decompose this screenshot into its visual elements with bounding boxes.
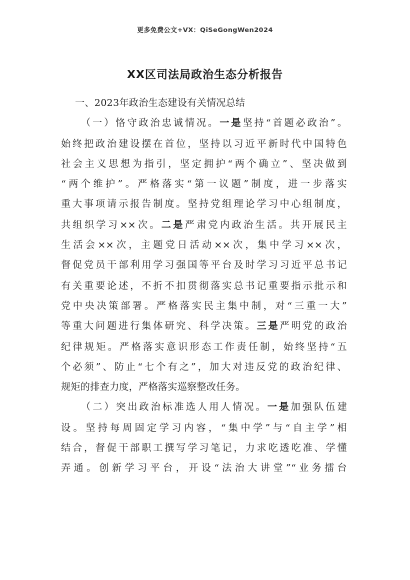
header-watermark-note: 更多免费公文+VX：QiSeGongWen2024 — [137, 26, 273, 34]
line-text: 等重大问题进行集体研究、科学决策。 — [61, 321, 257, 333]
paragraph-line — [61, 256, 347, 276]
line-text-rest: 严肃党内政治生活。共开展民主 — [184, 219, 347, 231]
line-text: 督促党员干部利用学习强国等平台及时学习习近平总书记 — [61, 260, 347, 272]
paragraph-line — [61, 419, 347, 439]
paragraph-political-loyalty — [61, 114, 347, 398]
paragraph-line — [61, 155, 347, 175]
paragraph-line — [61, 398, 347, 418]
document-body — [61, 94, 347, 480]
bold-marker: 一是 — [267, 402, 291, 414]
paragraph-line — [61, 297, 347, 317]
line-text: 共组织学习××次。 — [61, 219, 162, 231]
line-text-rest: 加强队伍建 — [290, 402, 348, 414]
line-text: 有关重要论述，不折不扣贯彻落实总书记重要指示批示和 — [61, 280, 347, 292]
paragraph-line — [61, 378, 347, 398]
line-text: 纪律规矩。严格落实意识形态工作责任制，始终坚持“五 — [61, 341, 347, 353]
line-text: 设。坚持每周固定学习内容，“集中学”与“自主学”相 — [61, 422, 347, 434]
bold-marker: 一是 — [219, 118, 243, 130]
line-text: “两个维护”。严格落实“第一议题”制度，进一步落实 — [61, 179, 347, 191]
line-text: 规矩的排查力度，严格落实巡察整改任务。 — [61, 382, 246, 394]
line-text: 弄通。创新学习平台，开设“法治大讲堂”“业务擂台 — [61, 463, 347, 475]
section-heading: 一、2023年政治生态建设有关情况总结 — [75, 98, 246, 109]
line-text: 始终把政治建设摆在首位，坚持以习近平新时代中国特色 — [61, 138, 347, 150]
paragraph-line — [61, 175, 347, 195]
line-text: 生活会××次，主题党日活动××次，集中学习××次， — [61, 240, 347, 252]
line-text: （二）突出政治标准选人用人情况。 — [81, 402, 268, 414]
paragraph-line — [61, 277, 347, 297]
paragraph-line — [61, 459, 347, 479]
paragraph-line — [61, 317, 347, 337]
bold-marker: 三是 — [256, 321, 280, 333]
paragraph-line — [61, 338, 347, 358]
document-title: XX区司法局政治生态分析报告 — [127, 68, 283, 81]
paragraph-line — [61, 439, 347, 459]
paragraph-line — [61, 195, 347, 215]
line-text: （一）恪守政治忠诚情况。 — [81, 118, 220, 130]
paragraph-personnel-selection — [61, 398, 347, 479]
line-text: 结合，督促干部职工撰写学习笔记，力求吃透吃准、学懂 — [61, 443, 347, 455]
line-text: 重大事项请示报告制度。坚持党组理论学习中心组制度， — [61, 199, 347, 211]
paragraph-line — [61, 236, 347, 256]
paragraph-line — [61, 216, 347, 236]
line-text: 个必须”、防止“七个有之”，加大对违反党的政治纪律、 — [61, 361, 347, 373]
bold-marker: 二是 — [161, 219, 185, 231]
paragraph-line — [61, 135, 347, 155]
line-text-rest: 坚持“首题必政治”。 — [242, 118, 348, 130]
paragraph-line — [61, 114, 347, 134]
line-text: 社会主义思想为指引，坚定拥护“两个确立”、坚决做到 — [61, 158, 347, 170]
paragraph-line — [61, 358, 347, 378]
line-text-rest: 严明党的政治 — [279, 321, 348, 333]
line-text: 党中央决策部署。严格落实民主集中制，对“三重一大” — [61, 300, 347, 312]
